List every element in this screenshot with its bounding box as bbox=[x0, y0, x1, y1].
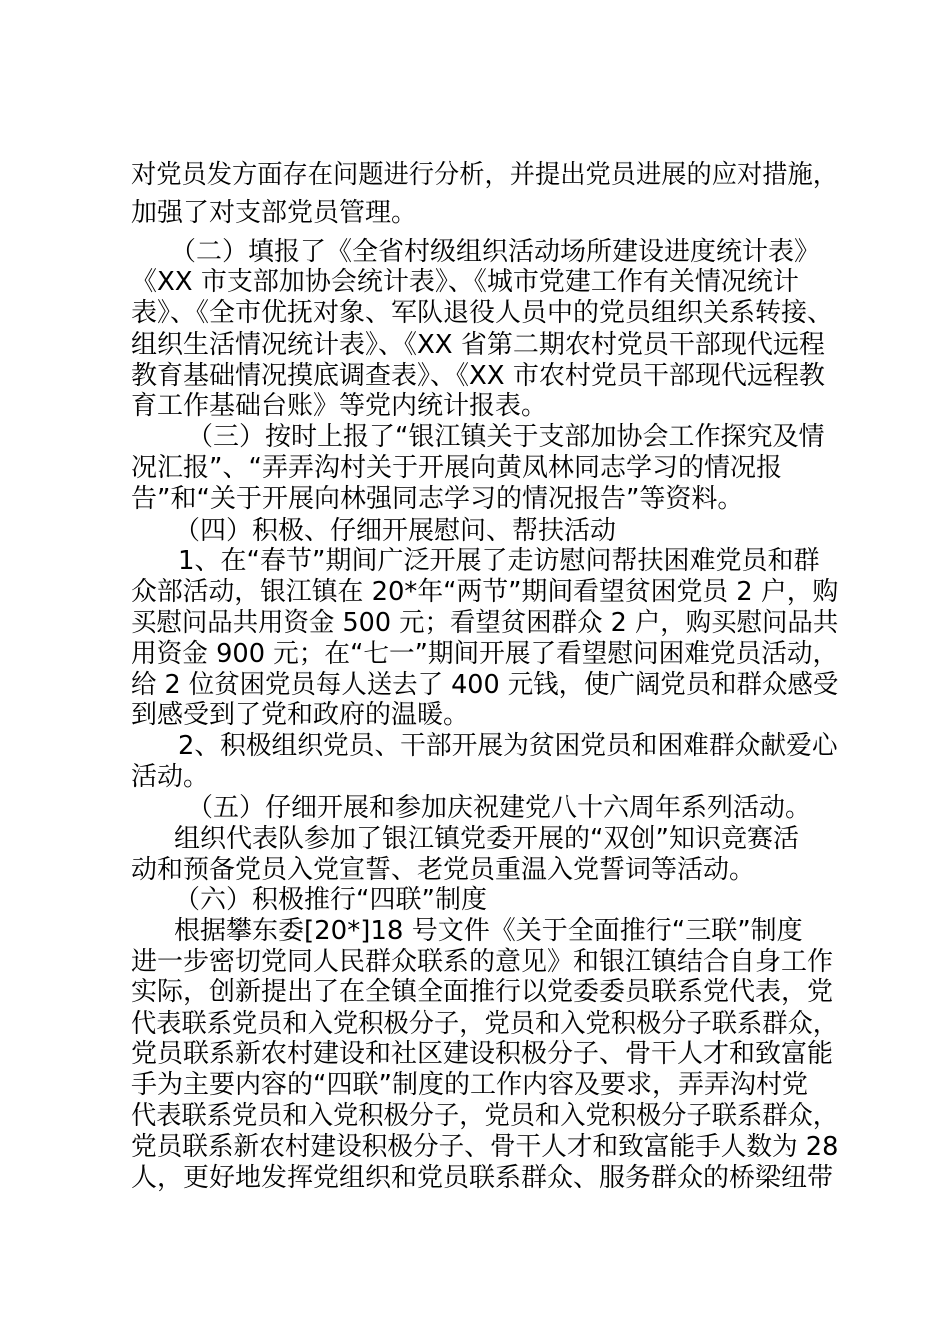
text-line: 表》、《全市优抚对象、军队退役人员中的党员组织关系转接、 bbox=[131, 298, 834, 328]
text-line: 2、积极组织党员、干部开展为贫困党员和困难群众献爱心 bbox=[178, 731, 838, 761]
text-line: 人，更好地发挥党组织和党员联系群众、服务群众的桥梁纽带 bbox=[131, 1163, 834, 1193]
text-line: 代表联系党员和入党积极分子，党员和入党积极分子联系群众， bbox=[131, 1101, 839, 1131]
section-heading: （二）填报了《全省村级组织活动场所建设进度统计表》 bbox=[170, 237, 821, 267]
text-line: 到感受到了党和政府的温暖。 bbox=[131, 700, 470, 730]
text-line: 根据攀东委[20*]18 号文件《关于全面推行“三联”制度 bbox=[174, 916, 803, 946]
text-line: 《XX 市支部加协会统计表》、《城市党建工作有关情况统计 bbox=[131, 267, 799, 297]
text-line: 告”和“关于开展向林强同志学习的情况报告”等资料。 bbox=[131, 484, 744, 514]
text-line: 况汇报”、“弄弄沟村关于开展向黄凤林同志学习的情况报 bbox=[131, 453, 782, 483]
text-line: 党员联系新农村建设积极分子、骨干人才和致富能手人数为 28 bbox=[131, 1132, 839, 1162]
text-line: 对党员发方面存在问题进行分析，并提出党员进展的应对措施， bbox=[131, 160, 839, 190]
text-line: 党员联系新农村建设和社区建设积极分子、骨干人才和致富能 bbox=[131, 1039, 834, 1069]
text-line: 众部活动，银江镇在 20*年“两节”期间看望贫困党员 2 户，购 bbox=[131, 577, 839, 607]
text-line: 进一步密切党同人民群众联系的意见》和银江镇结合自身工作 bbox=[131, 947, 834, 977]
text-line: 活动。 bbox=[131, 762, 210, 792]
text-line: 教育基础情况摸底调查表》、《XX 市农村党员干部现代远程教 bbox=[131, 361, 825, 391]
text-line: 实际，创新提出了在全镇全面推行以党委委员联系党代表，党 bbox=[131, 977, 834, 1007]
text-line: 组织代表队参加了银江镇党委开展的“双创”知识竞赛活 bbox=[174, 824, 799, 854]
text-line: 动和预备党员入党宣誓、老党员重温入党誓词等活动。 bbox=[131, 855, 756, 885]
text-line: 加强了对支部党员管理。 bbox=[131, 198, 418, 228]
text-line: 1、在“春节”期间广泛开展了走访慰问帮扶困难党员和群 bbox=[178, 546, 820, 576]
section-heading: （六）积极推行“四联”制度 bbox=[174, 885, 487, 915]
section-heading: （四）积极、仔细开展慰问、帮扶活动 bbox=[174, 516, 617, 546]
text-line: 代表联系党员和入党积极分子，党员和入党积极分子联系群众， bbox=[131, 1009, 839, 1039]
text-line: 用资金 900 元；在“七一”期间开展了看望慰问困难党员活动， bbox=[131, 639, 839, 669]
text-line: 给 2 位贫困党员每人送去了 400 元钱，使广阔党员和群众感受 bbox=[131, 670, 839, 700]
text-line: 育工作基础台账》等党内统计报表。 bbox=[131, 391, 548, 421]
section-heading: （五）仔细开展和参加庆祝建党八十六周年系列活动。 bbox=[187, 793, 812, 823]
text-line: 组织生活情况统计表》、《XX 省第二期农村党员干部现代远程 bbox=[131, 330, 825, 360]
text-line: 买慰问品共用资金 500 元；看望贫困群众 2 户，购买慰问品共 bbox=[131, 608, 839, 638]
text-line: 手为主要内容的“四联”制度的工作内容及要求，弄弄沟村党 bbox=[131, 1070, 808, 1100]
section-heading: （三）按时上报了“银江镇关于支部加协会工作探究及情 bbox=[187, 422, 825, 452]
